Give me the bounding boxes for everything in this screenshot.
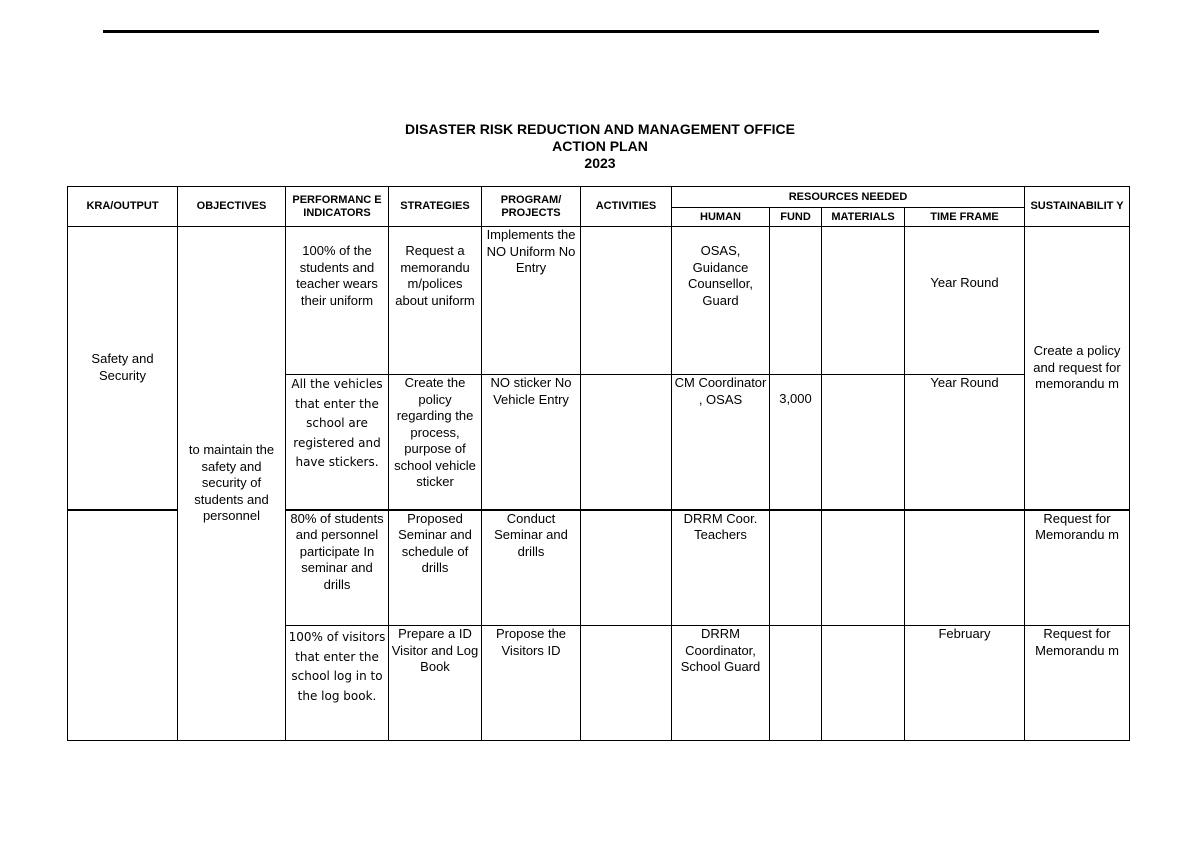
program-cell: Implements the NO Uniform No Entry xyxy=(482,227,581,375)
objective-cell: to maintain the safety and security of students and personnel xyxy=(178,227,286,741)
sustainability-cell: Request for Memorandu m xyxy=(1025,510,1130,626)
performance-cell: 100% of the students and teacher wears their uniform xyxy=(286,227,389,375)
year-title: 2023 xyxy=(584,155,616,171)
fund-cell xyxy=(770,227,822,375)
activity-cell xyxy=(581,375,672,510)
materials-cell xyxy=(822,227,905,375)
sustainability-cell: Request for Memorandu m xyxy=(1025,626,1130,741)
plan-title: ACTION PLAN xyxy=(552,138,648,154)
top-rule xyxy=(103,30,1099,33)
col-header-fund: FUND xyxy=(770,208,822,227)
strategy-cell: Request a memorandu m/polices about uniform xyxy=(389,227,482,375)
strategy-cell: Create the policy regarding the process, purpose of school vehicle sticker xyxy=(389,375,482,510)
human-cell: CM Coordinator , OSAS xyxy=(672,375,770,510)
activity-cell xyxy=(581,510,672,626)
col-header-programs: PROGRAM/ PROJECTS xyxy=(482,187,581,227)
strategy-cell: Prepare a ID Visitor and Log Book xyxy=(389,626,482,741)
col-header-strategies: STRATEGIES xyxy=(389,187,482,227)
col-header-performance: PERFORMANC E INDICATORS xyxy=(286,187,389,227)
performance-cell: All the vehicles that enter the school are registered and have stickers. xyxy=(286,375,389,510)
materials-cell xyxy=(822,626,905,741)
human-cell: OSAS, Guidance Counsellor, Guard xyxy=(672,227,770,375)
materials-cell xyxy=(822,510,905,626)
performance-cell: 80% of students and personnel participate In seminar and drills xyxy=(286,510,389,626)
col-header-objectives: OBJECTIVES xyxy=(178,187,286,227)
office-title: DISASTER RISK REDUCTION AND MANAGEMENT OFFICE xyxy=(405,121,795,137)
materials-cell xyxy=(822,375,905,510)
activity-cell xyxy=(581,626,672,741)
time-frame-cell xyxy=(905,510,1025,626)
program-cell: Propose the Visitors ID xyxy=(482,626,581,741)
time-frame-cell: February xyxy=(905,626,1025,741)
program-cell: Conduct Seminar and drills xyxy=(482,510,581,626)
col-header-kra: KRA/OUTPUT xyxy=(68,187,178,227)
action-plan-table xyxy=(67,186,1130,741)
col-header-resources: RESOURCES NEEDED xyxy=(672,187,1025,208)
document-title xyxy=(0,121,1200,172)
strategy-cell: Proposed Seminar and schedule of drills xyxy=(389,510,482,626)
col-header-time-frame: TIME FRAME xyxy=(905,208,1025,227)
sustainability-cell: Create a policy and request for memorandu m xyxy=(1025,227,1130,510)
header-row xyxy=(68,187,1130,208)
time-frame-cell: Year Round xyxy=(905,227,1025,375)
col-header-materials: MATERIALS xyxy=(822,208,905,227)
fund-cell xyxy=(770,510,822,626)
human-cell: DRRM Coordinator, School Guard xyxy=(672,626,770,741)
fund-cell: 3,000 xyxy=(770,375,822,510)
kra-cell: Safety and Security xyxy=(68,227,178,510)
program-cell: NO sticker No Vehicle Entry xyxy=(482,375,581,510)
col-header-activities: ACTIVITIES xyxy=(581,187,672,227)
table-row xyxy=(68,227,1130,375)
activity-cell xyxy=(581,227,672,375)
fund-cell xyxy=(770,626,822,741)
time-frame-cell: Year Round xyxy=(905,375,1025,510)
performance-cell: 100% of visitors that enter the school log in to the log book. xyxy=(286,626,389,741)
kra-empty-cell xyxy=(68,510,178,741)
col-header-human: HUMAN xyxy=(672,208,770,227)
col-header-sustainability: SUSTAINABILIT Y xyxy=(1025,187,1130,227)
human-cell: DRRM Coor. Teachers xyxy=(672,510,770,626)
